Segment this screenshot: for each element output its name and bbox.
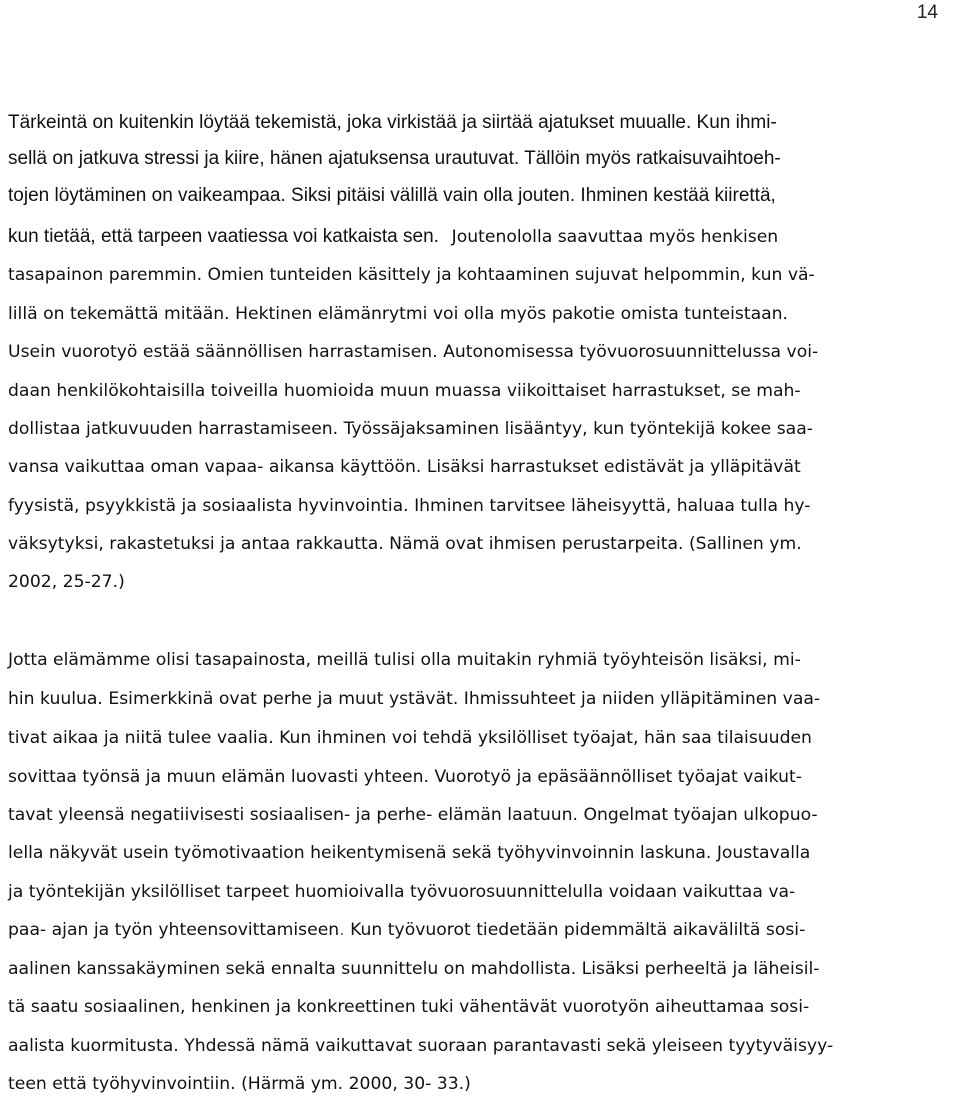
text-line: aalista kuormitusta. Yhdessä nämä vaikuttavat suoraan parantavasti sekä yleiseen tyytyväisyy- [8, 1036, 834, 1056]
text-line: aalinen kanssakäyminen sekä ennalta suunnittelu on mahdollista. Lisäksi perheeltä ja läheisil- [8, 959, 820, 979]
text-line: ja työntekijän yksilölliset tarpeet huomioivalla työvuorosuunnittelulla voidaan vaikuttaa va- [8, 882, 796, 902]
text-line: sellä on jatkuva stressi ja kiire, hänen ajatuksensa urautuvat. Tällöin myös ratkaisuvaihtoeh- [8, 148, 781, 169]
text-line: tivat aikaa ja niitä tulee vaalia. Kun ihminen voi tehdä yksilölliset työajat, hän saa tilaisuuden [8, 728, 812, 748]
text-line: lella näkyvät usein työmotivaation heikentymisenä sekä työhyvinvoinnin laskuna. Joustavalla [8, 843, 811, 863]
text-line: lillä on tekemättä mitään. Hektinen elämänrytmi voi olla myös pakotie omista tunteistaan. [8, 304, 789, 324]
text-line: tavat yleensä negatiivisesti sosiaalisen- ja perhe- elämän laatuun. Ongelmat työajan ulkopuo- [8, 805, 818, 825]
page-number: 14 [916, 2, 938, 23]
text-line: sovittaa työnsä ja muun elämän luovasti yhteen. Vuorotyö ja epäsäännölliset työajat vaikut- [8, 767, 802, 787]
text-line: tasapainon paremmin. Omien tunteiden käsittely ja kohtaaminen sujuvat helpommin, kun vä- [8, 265, 815, 285]
text-line: hin kuulua. Esimerkkinä ovat perhe ja muut ystävät. Ihmissuhteet ja niiden ylläpitäminen vaa- [8, 689, 821, 709]
text-line [8, 919, 805, 941]
text-line: fyysistä, psyykkistä ja sosiaalista hyvinvointia. Ihminen tarvitsee läheisyyttä, haluaa tulla hy- [8, 496, 811, 516]
text-run: Joutenololla saavuttaa myös henkisen [451, 227, 779, 247]
text-line: vansa vaikuttaa oman vapaa- aikansa käyttöön. Lisäksi harrastukset edistävät ja ylläpitävät [8, 457, 801, 477]
text-line: tojen löytäminen on vaikeampaa. Siksi pitäisi välillä vain olla jouten. Ihminen kestää kiirettä, [8, 185, 776, 206]
text-line: dollistaa jatkuvuuden harrastamiseen. Työssäjaksaminen lisääntyy, kun työntekijä kokee saa- [8, 419, 813, 439]
text-run: Kun työvuorot tiedetään pidemmältä aikaväliltä sosi- [344, 920, 806, 940]
text-line: Tärkeintä on kuitenkin löytää tekemistä, joka virkistää ja siirtää ajatukset muualle. Kun ihmi- [8, 112, 777, 133]
text-line: väksytyksi, rakastetuksi ja antaa rakkautta. Nämä ovat ihmisen perustarpeita. (Sallinen ym. [8, 534, 802, 554]
text-line: Jotta elämämme olisi tasapainosta, meillä tulisi olla muitakin ryhmiä työyhteisön lisäksi, mi- [8, 650, 801, 670]
text-line [8, 226, 778, 248]
text-run: kun tietää, että tarpeen vaatiessa voi katkaista sen. [8, 226, 439, 247]
highlighted-period: . [339, 920, 345, 940]
text-line: Usein vuorotyö estää säännöllisen harrastamisen. Autonomisessa työvuorosuunnittelussa voi- [8, 342, 819, 362]
text-line: daan henkilökohtaisilla toiveilla huomioida muun muassa viikoittaiset harrastukset, se mah- [8, 381, 801, 401]
text-line: 2002, 25-27.) [8, 572, 125, 592]
text-line: teen että työhyvinvointiin. (Härmä ym. 2000, 30- 33.) [8, 1074, 471, 1094]
text-line: tä saatu sosiaalinen, henkinen ja konkreettinen tuki vähentävät vuorotyön aiheuttamaa sosi- [8, 997, 810, 1017]
text-run: paa- ajan ja työn yhteensovittamiseen [8, 920, 340, 940]
